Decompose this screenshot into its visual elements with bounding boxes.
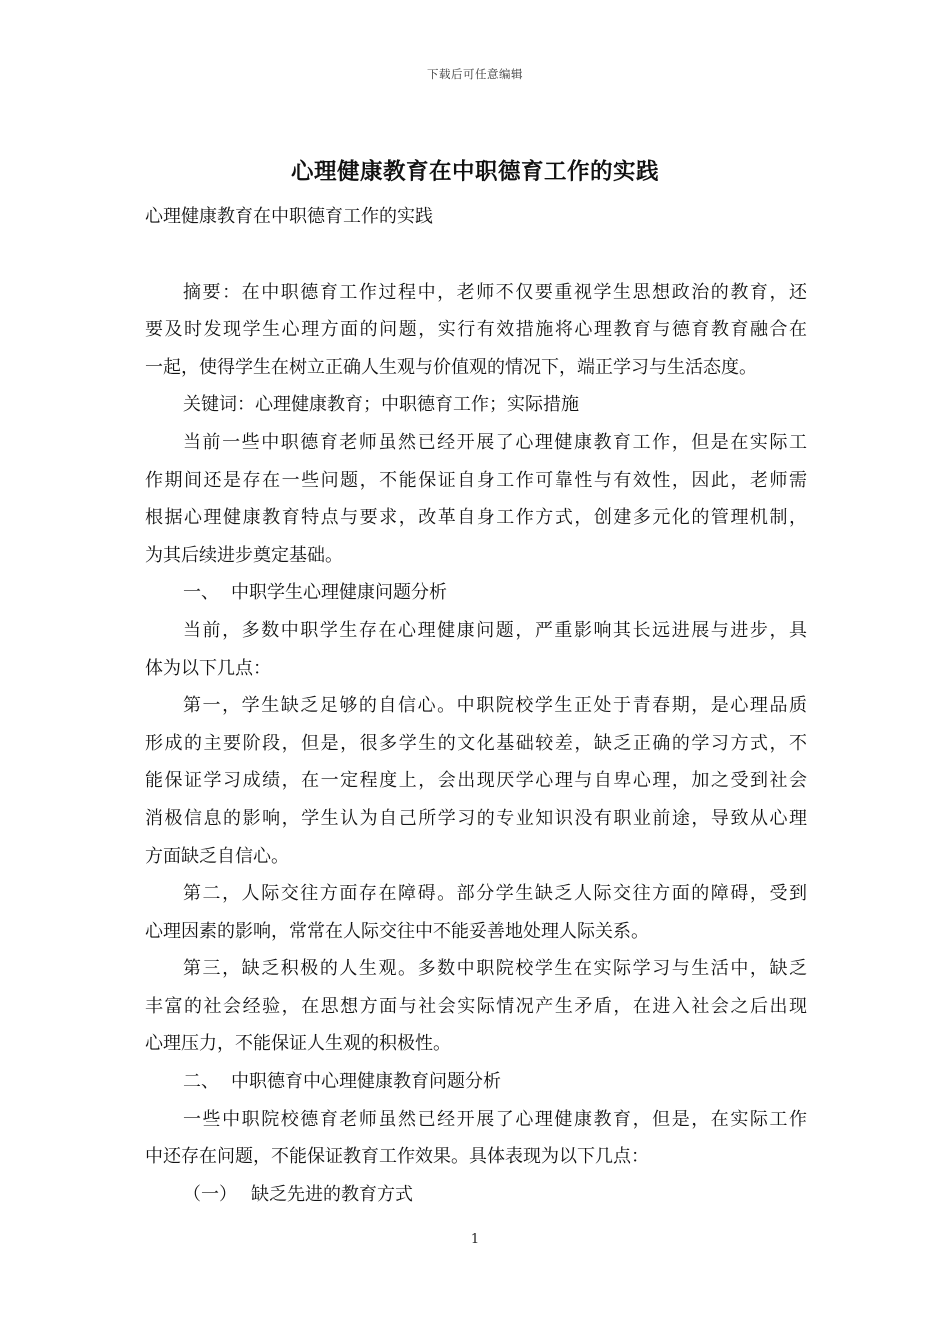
text-line: 一起，使得学生在树立正确人生观与价值观的情况下，端正学习与生活态度。: [145, 356, 757, 378]
section1-point1-paragraph: [145, 687, 807, 875]
text-line: 心理因素的影响，常常在人际交往中不能妥善地处理人际关系。: [145, 920, 649, 942]
subsection-number: （一）: [183, 1183, 237, 1205]
section2-intro-paragraph: [145, 1101, 807, 1176]
text-line: 方面缺乏自信心。: [145, 845, 289, 867]
text-line: 丰富的社会经验，在思想方面与社会实际情况产生矛盾，在进入社会之后出现: [145, 995, 807, 1017]
abstract-paragraph: [145, 274, 807, 387]
section-title: 中职学生心理健康问题分析: [231, 582, 447, 604]
section-number: 一、: [183, 582, 219, 604]
text-line: 第三，缺乏积极的人生观。多数中职院校学生在实际学习与生活中，缺乏: [183, 958, 807, 980]
text-line: 心理压力，不能保证人生观的积极性。: [145, 1033, 451, 1055]
text-line: 第二，人际交往方面存在障碍。部分学生缺乏人际交往方面的障碍，受到: [183, 883, 807, 905]
text-line: 摘要：在中职德育工作过程中，老师不仅要重视学生思想政治的教育，还: [183, 281, 807, 303]
text-line: 根据心理健康教育特点与要求，改革自身工作方式，创建多元化的管理机制，: [145, 507, 807, 529]
text-line: 当前一些中职德育老师虽然已经开展了心理健康教育工作，但是在实际工: [183, 431, 807, 453]
document-body: [145, 198, 807, 1213]
subsection-heading-1: [145, 1176, 807, 1214]
page-number: 1: [470, 1232, 480, 1247]
text-line: 要及时发现学生心理方面的问题，实行有效措施将心理教育与德育教育融合在: [145, 319, 807, 341]
document-title: 心理健康教育在中职德育工作的实践: [290, 159, 659, 185]
section-heading-1: [145, 574, 807, 612]
section-heading-2: [145, 1063, 807, 1101]
text-line: 消极信息的影响，学生认为自己所学习的专业知识没有职业前途，导致从心理: [145, 807, 807, 829]
text-line: 当前，多数中职学生存在心理健康问题，严重影响其长远进展与进步，具: [183, 619, 807, 641]
header-note: 下载后可任意编辑: [427, 67, 523, 81]
section-number: 二、: [183, 1071, 219, 1093]
section-title: 中职德育中心理健康教育问题分析: [231, 1071, 501, 1093]
section1-point3-paragraph: [145, 950, 807, 1063]
section1-intro-paragraph: [145, 612, 807, 687]
subsection-title: 缺乏先进的教育方式: [251, 1183, 413, 1205]
section1-point2-paragraph: [145, 875, 807, 950]
text-line: 一些中职院校德育老师虽然已经开展了心理健康教育，但是，在实际工作: [183, 1108, 807, 1130]
text-line: 中还存在问题，不能保证教育工作效果。具体表现为以下几点：: [145, 1146, 649, 1168]
text-line: 作期间还是存在一些问题，不能保证自身工作可靠性与有效性，因此，老师需: [145, 469, 807, 491]
text-line: 体为以下几点：: [145, 657, 271, 679]
text-line: 为其后续进步奠定基础。: [145, 544, 343, 566]
keywords-paragraph: [145, 386, 807, 424]
keywords-line: 关键词：心理健康教育；中职德育工作；实际措施: [183, 394, 579, 416]
text-line: 能保证学习成绩，在一定程度上，会出现厌学心理与自卑心理，加之受到社会: [145, 770, 807, 792]
document-subtitle: 心理健康教育在中职德育工作的实践: [145, 206, 433, 227]
intro-paragraph: [145, 424, 807, 574]
text-line: 第一，学生缺乏足够的自信心。中职院校学生正处于青春期，是心理品质: [183, 695, 807, 717]
text-line: 形成的主要阶段，但是，很多学生的文化基础较差，缺乏正确的学习方式，不: [145, 732, 807, 754]
